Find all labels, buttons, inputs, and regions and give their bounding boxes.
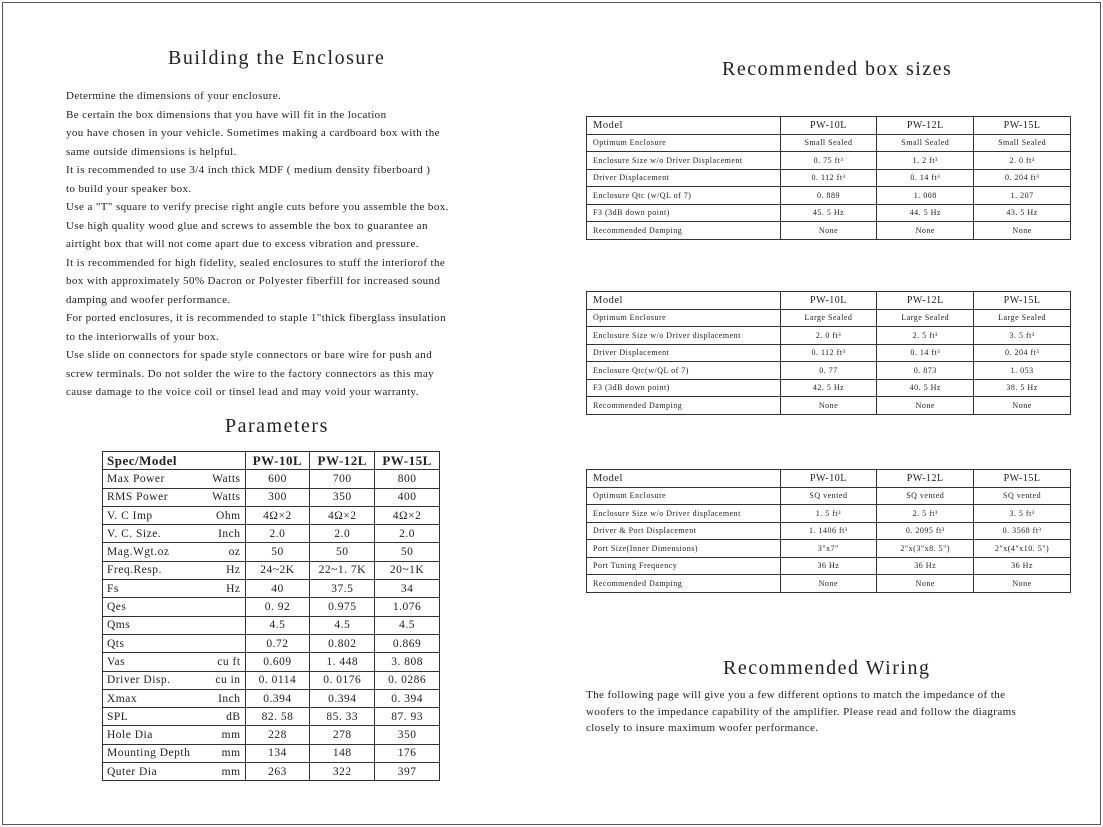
parameters-header-cell: PW-10L bbox=[245, 452, 310, 470]
spec-cell bbox=[103, 561, 246, 579]
box-table-row bbox=[587, 557, 1071, 575]
box-table-label: Port Size(Inner Dimensions) bbox=[587, 540, 781, 558]
parameter-value: 148 bbox=[310, 744, 375, 762]
box-table-value: 3. 5 ft³ bbox=[974, 327, 1071, 345]
box-table-row bbox=[587, 187, 1071, 205]
parameters-table bbox=[102, 451, 440, 781]
box-table-label: Recommended Damping bbox=[587, 575, 781, 593]
paragraph-line: to build your speaker box. bbox=[66, 182, 192, 195]
parameter-value: 4Ω×2 bbox=[245, 506, 310, 524]
box-table-value: 1. 5 ft³ bbox=[780, 505, 877, 523]
box-table-value: 2"x(4"x10. 5") bbox=[974, 540, 1071, 558]
box-table-value: 2. 0 ft³ bbox=[974, 152, 1071, 170]
wiring-text bbox=[586, 687, 1074, 737]
parameter-value: 85. 33 bbox=[310, 708, 375, 726]
paragraph-line: It is recommended to use 3/4 inch thick MDF ( medium density fiberboard ) bbox=[66, 164, 431, 176]
spec-cell bbox=[103, 708, 246, 726]
paragraph-line: to the interiorwalls of your box. bbox=[66, 330, 220, 343]
box-table-value: 2. 0 ft³ bbox=[780, 327, 877, 345]
spec-label: Qes bbox=[107, 601, 127, 614]
parameter-value: 2.0 bbox=[310, 525, 375, 543]
spec-label: Quter Dia bbox=[107, 765, 158, 778]
box-table-value: 2"x(3"x8. 5") bbox=[877, 540, 974, 558]
box-table-label: Recommended Damping bbox=[587, 397, 781, 415]
box-table-row bbox=[587, 379, 1071, 397]
parameter-value: 350 bbox=[310, 488, 375, 506]
box-table-value: None bbox=[877, 575, 974, 593]
spec-cell bbox=[103, 470, 246, 488]
box-table-header-row bbox=[587, 117, 1071, 135]
spec-unit: Ohm bbox=[216, 509, 241, 522]
box-table-label: Enclosure Size w/o Driver Displacement bbox=[587, 152, 781, 170]
spec-label: V. C Imp bbox=[107, 509, 153, 522]
parameters-row bbox=[103, 689, 440, 707]
paragraph-line: Determine the dimensions of your enclosure. bbox=[66, 90, 282, 102]
paragraph-line: Use slide on connectors for spade style connectors or bare wire for push and bbox=[66, 349, 433, 361]
box-table-value: None bbox=[974, 222, 1071, 240]
parameter-value: 397 bbox=[375, 763, 440, 781]
box-table-value: 0. 204 ft³ bbox=[974, 344, 1071, 362]
box-table-value: SQ vented bbox=[780, 487, 877, 505]
parameter-value: 50 bbox=[375, 543, 440, 561]
box-table-label: Enclosure Size w/o Driver displacement bbox=[587, 505, 781, 523]
spec-unit: Watts bbox=[212, 472, 241, 485]
spec-label: Qms bbox=[107, 619, 131, 632]
spec-cell bbox=[103, 653, 246, 671]
spec-unit: Hz bbox=[226, 564, 241, 577]
box-table-row bbox=[587, 309, 1071, 327]
spec-cell bbox=[103, 506, 246, 524]
wiring-heading: Recommended Wiring bbox=[723, 657, 931, 679]
box-table-sq-vented bbox=[586, 469, 1071, 593]
box-table-header-cell: Model bbox=[587, 292, 781, 310]
parameter-value: 34 bbox=[375, 580, 440, 598]
parameters-header-cell: Spec/Model bbox=[103, 452, 246, 470]
box-table-label: Optimum Enclosure bbox=[587, 487, 781, 505]
parameters-row bbox=[103, 525, 440, 543]
parameter-value: 22~1. 7K bbox=[310, 561, 375, 579]
spec-unit: mm bbox=[221, 729, 241, 742]
box-table-value: 38. 5 Hz bbox=[974, 379, 1071, 397]
box-table-header-cell: PW-12L bbox=[877, 470, 974, 488]
spec-cell bbox=[103, 689, 246, 707]
spec-cell bbox=[103, 525, 246, 543]
spec-label: Max Power bbox=[107, 472, 165, 485]
box-table-small-sealed bbox=[586, 116, 1071, 240]
parameter-value: 263 bbox=[245, 763, 310, 781]
box-table-value: 0. 2095 ft³ bbox=[877, 522, 974, 540]
box-table-value: 1. 053 bbox=[974, 362, 1071, 380]
box-table-header-cell: PW-12L bbox=[877, 117, 974, 135]
parameters-header-cell: PW-15L bbox=[375, 452, 440, 470]
box-table-value: Large Sealed bbox=[877, 309, 974, 327]
parameter-value: 300 bbox=[245, 488, 310, 506]
parameters-header-cell: PW-12L bbox=[310, 452, 375, 470]
box-table-value: 0. 3568 ft³ bbox=[974, 522, 1071, 540]
box-table-value: None bbox=[974, 575, 1071, 593]
wiring-line: The following page will give you a few different options to match the impedance of the bbox=[586, 689, 1006, 701]
box-table-row bbox=[587, 487, 1071, 505]
box-table-value: 3"x7" bbox=[780, 540, 877, 558]
spec-label: SPL bbox=[107, 710, 129, 723]
spec-label: V. C. Size. bbox=[107, 527, 162, 540]
parameter-value: 0.975 bbox=[310, 598, 375, 616]
box-table-value: 2. 5 ft³ bbox=[877, 505, 974, 523]
box-table-value: 40. 5 Hz bbox=[877, 379, 974, 397]
box-table-value: 0. 14 ft³ bbox=[877, 169, 974, 187]
box-table-label: Driver & Port Displacement bbox=[587, 522, 781, 540]
parameter-value: 278 bbox=[310, 726, 375, 744]
parameter-value: 0.394 bbox=[245, 689, 310, 707]
box-table-row bbox=[587, 169, 1071, 187]
box-table-value: 1. 2 ft³ bbox=[877, 152, 974, 170]
box-table-value: 45. 5 Hz bbox=[780, 204, 877, 222]
box-table-value: 3. 5 ft³ bbox=[974, 505, 1071, 523]
box-table-value: 36 Hz bbox=[877, 557, 974, 575]
parameters-row bbox=[103, 543, 440, 561]
box-sizes-heading: Recommended box sizes bbox=[722, 58, 953, 80]
parameter-value: 176 bbox=[375, 744, 440, 762]
box-table-header-row bbox=[587, 470, 1071, 488]
box-table-value: 44. 5 Hz bbox=[877, 204, 974, 222]
parameters-row bbox=[103, 744, 440, 762]
box-table-value: 0. 75 ft³ bbox=[780, 152, 877, 170]
parameter-value: 600 bbox=[245, 470, 310, 488]
wiring-line: woofers to the impedance capability of the amplifier. Please read and follow the diagrams bbox=[586, 705, 1017, 718]
parameters-header-row bbox=[103, 452, 440, 470]
box-table-row bbox=[587, 575, 1071, 593]
box-table-row bbox=[587, 522, 1071, 540]
paragraph-line: It is recommended for high fidelity, sealed enclosures to stuff the interiorof the bbox=[66, 256, 446, 269]
box-table-row bbox=[587, 134, 1071, 152]
parameter-value: 4Ω×2 bbox=[375, 506, 440, 524]
parameter-value: 400 bbox=[375, 488, 440, 506]
spec-unit: dB bbox=[226, 710, 241, 723]
parameter-value: 0.72 bbox=[245, 634, 310, 652]
parameter-value: 40 bbox=[245, 580, 310, 598]
box-table-value: None bbox=[974, 397, 1071, 415]
parameter-value: 4Ω×2 bbox=[310, 506, 375, 524]
box-table-value: 0. 889 bbox=[780, 187, 877, 205]
spec-cell bbox=[103, 671, 246, 689]
spec-cell bbox=[103, 598, 246, 616]
spec-unit: oz bbox=[228, 546, 241, 559]
box-table-header-row bbox=[587, 292, 1071, 310]
spec-unit: Hz bbox=[226, 582, 241, 595]
paragraph-line: damping and woofer performance. bbox=[66, 293, 231, 306]
parameter-value: 134 bbox=[245, 744, 310, 762]
box-table-value: 0. 873 bbox=[877, 362, 974, 380]
parameter-value: 228 bbox=[245, 726, 310, 744]
box-table-large-sealed bbox=[586, 291, 1071, 415]
paragraph-line: For ported enclosures, it is recommended to staple 1"thick fiberglass insulation bbox=[66, 312, 446, 324]
enclosure-heading: Building the Enclosure bbox=[168, 47, 386, 69]
spec-unit: mm bbox=[221, 747, 241, 760]
spec-label: Xmax bbox=[107, 692, 138, 705]
paragraph-line: you have chosen in your vehicle. Sometimes making a cardboard box with the bbox=[66, 127, 440, 139]
box-table-value: Small Sealed bbox=[974, 134, 1071, 152]
spec-label: Vas bbox=[107, 655, 126, 668]
box-table-value: None bbox=[780, 575, 877, 593]
spec-unit: Inch bbox=[218, 692, 241, 705]
box-table-value: 2. 5 ft³ bbox=[877, 327, 974, 345]
parameter-value: 1. 448 bbox=[310, 653, 375, 671]
spec-label: Mounting Depth bbox=[107, 747, 191, 760]
box-table-header-cell: Model bbox=[587, 117, 781, 135]
box-table-header-cell: PW-10L bbox=[780, 470, 877, 488]
parameter-value: 700 bbox=[310, 470, 375, 488]
parameters-row bbox=[103, 708, 440, 726]
parameter-value: 0.609 bbox=[245, 653, 310, 671]
box-table-label: Enclosure Qtc (w/QL of 7) bbox=[587, 187, 781, 205]
parameters-row bbox=[103, 763, 440, 781]
box-table-value: None bbox=[877, 222, 974, 240]
paragraph-line: cause damage to the voice coil or tinsel lead and may void your warranty. bbox=[66, 386, 419, 398]
paragraph-line: airtight box that will not come apart due to excess vibration and pressure. bbox=[66, 238, 419, 250]
box-table-value: 0. 112 ft³ bbox=[780, 344, 877, 362]
box-table-value: 0. 14 ft³ bbox=[877, 344, 974, 362]
parameter-value: 50 bbox=[245, 543, 310, 561]
parameters-row bbox=[103, 506, 440, 524]
parameter-value: 350 bbox=[375, 726, 440, 744]
wiring-line: closely to insure maximum woofer performance. bbox=[586, 722, 819, 734]
box-table-header-cell: PW-15L bbox=[974, 117, 1071, 135]
box-table-row bbox=[587, 397, 1071, 415]
box-table-row bbox=[587, 344, 1071, 362]
spec-label: Fs bbox=[107, 582, 119, 595]
parameters-row bbox=[103, 488, 440, 506]
box-table-value: 1. 1406 ft³ bbox=[780, 522, 877, 540]
spec-unit: mm bbox=[221, 765, 241, 778]
box-table-label: Enclosure Qtc(w/QL of 7) bbox=[587, 362, 781, 380]
parameter-value: 0. 92 bbox=[245, 598, 310, 616]
box-table-row bbox=[587, 204, 1071, 222]
spec-unit: Inch bbox=[218, 527, 241, 540]
box-table-header-cell: PW-10L bbox=[780, 117, 877, 135]
spec-cell bbox=[103, 580, 246, 598]
spec-cell bbox=[103, 726, 246, 744]
box-table-label: F3 (3dB down point) bbox=[587, 379, 781, 397]
box-table-value: 0. 204 ft³ bbox=[974, 169, 1071, 187]
parameter-value: 3. 808 bbox=[375, 653, 440, 671]
spec-label: Freq.Resp. bbox=[107, 564, 162, 577]
spec-label: Driver Disp. bbox=[107, 674, 171, 687]
box-table-value: None bbox=[780, 397, 877, 415]
parameter-value: 1.076 bbox=[375, 598, 440, 616]
box-table-label: Optimum Enclosure bbox=[587, 309, 781, 327]
spec-cell bbox=[103, 488, 246, 506]
box-table-row bbox=[587, 505, 1071, 523]
parameter-value: 322 bbox=[310, 763, 375, 781]
box-table-value: 0. 112 ft³ bbox=[780, 169, 877, 187]
parameter-value: 50 bbox=[310, 543, 375, 561]
box-table-value: None bbox=[780, 222, 877, 240]
parameters-row bbox=[103, 634, 440, 652]
parameter-value: 0. 394 bbox=[375, 689, 440, 707]
box-table-row bbox=[587, 362, 1071, 380]
parameters-row bbox=[103, 561, 440, 579]
parameter-value: 0. 0286 bbox=[375, 671, 440, 689]
parameters-heading: Parameters bbox=[225, 415, 329, 437]
box-table-header-cell: PW-12L bbox=[877, 292, 974, 310]
box-table-row bbox=[587, 540, 1071, 558]
spec-cell bbox=[103, 634, 246, 652]
box-table-row bbox=[587, 222, 1071, 240]
box-table-header-cell: Model bbox=[587, 470, 781, 488]
box-table-label: Recommended Damping bbox=[587, 222, 781, 240]
paragraph-line: Be certain the box dimensions that you have will fit in the location bbox=[66, 108, 387, 121]
box-table-label: Driver Displacement bbox=[587, 344, 781, 362]
box-table-header-cell: PW-10L bbox=[780, 292, 877, 310]
spec-cell bbox=[103, 744, 246, 762]
parameter-value: 87. 93 bbox=[375, 708, 440, 726]
box-table-value: 43. 5 Hz bbox=[974, 204, 1071, 222]
parameters-row bbox=[103, 653, 440, 671]
box-table-row bbox=[587, 327, 1071, 345]
box-table-header-cell: PW-15L bbox=[974, 470, 1071, 488]
box-table-value: Large Sealed bbox=[780, 309, 877, 327]
spec-unit: Watts bbox=[212, 491, 241, 504]
parameter-value: 0. 0176 bbox=[310, 671, 375, 689]
box-table-header-cell: PW-15L bbox=[974, 292, 1071, 310]
parameters-row bbox=[103, 470, 440, 488]
spec-label: RMS Power bbox=[107, 491, 169, 504]
parameter-value: 82. 58 bbox=[245, 708, 310, 726]
parameter-value: 4.5 bbox=[310, 616, 375, 634]
paragraph-line: box with approximately 50% Dacron or Polyester fiberfill for increased sound bbox=[66, 275, 441, 287]
box-table-label: Enclosure Size w/o Driver displacement bbox=[587, 327, 781, 345]
box-table-value: SQ vented bbox=[877, 487, 974, 505]
parameter-value: 2.0 bbox=[375, 525, 440, 543]
paragraph-line: Use high quality wood glue and screws to assemble the box to guarantee an bbox=[66, 219, 428, 232]
spec-unit: cu ft bbox=[217, 655, 241, 668]
box-table-label: F3 (3dB down point) bbox=[587, 204, 781, 222]
parameter-value: 20~1K bbox=[375, 561, 440, 579]
parameter-value: 4.5 bbox=[245, 616, 310, 634]
box-table-value: 0. 77 bbox=[780, 362, 877, 380]
parameter-value: 0.394 bbox=[310, 689, 375, 707]
box-table-value: Large Sealed bbox=[974, 309, 1071, 327]
box-table-label: Driver Displacement bbox=[587, 169, 781, 187]
spec-label: Qts bbox=[107, 637, 125, 650]
spec-cell bbox=[103, 763, 246, 781]
parameters-row bbox=[103, 580, 440, 598]
paragraph-line: screw terminals. Do not solder the wire to the factory connectors as this may bbox=[66, 367, 435, 380]
paragraph-line: same outside dimensions is helpful. bbox=[66, 145, 237, 158]
parameter-value: 800 bbox=[375, 470, 440, 488]
spec-cell bbox=[103, 616, 246, 634]
box-table-value: Small Sealed bbox=[877, 134, 974, 152]
box-table-value: 36 Hz bbox=[780, 557, 877, 575]
box-table-label: Optimum Enclosure bbox=[587, 134, 781, 152]
box-table-value: None bbox=[877, 397, 974, 415]
parameter-value: 24~2K bbox=[245, 561, 310, 579]
parameter-value: 0.869 bbox=[375, 634, 440, 652]
parameters-row bbox=[103, 616, 440, 634]
parameter-value: 2.0 bbox=[245, 525, 310, 543]
box-table-value: 1. 207 bbox=[974, 187, 1071, 205]
parameter-value: 37.5 bbox=[310, 580, 375, 598]
box-table-value: Small Sealed bbox=[780, 134, 877, 152]
parameters-row bbox=[103, 671, 440, 689]
parameter-value: 0.802 bbox=[310, 634, 375, 652]
spec-label: Hole Dia bbox=[107, 729, 153, 742]
box-table-value: 42. 5 Hz bbox=[780, 379, 877, 397]
paragraph-line: Use a "T" square to verify precise right angle cuts before you assemble the box. bbox=[66, 201, 449, 213]
box-table-value: 1. 008 bbox=[877, 187, 974, 205]
box-table-value: SQ vented bbox=[974, 487, 1071, 505]
parameter-value: 0. 0114 bbox=[245, 671, 310, 689]
parameter-value: 4.5 bbox=[375, 616, 440, 634]
spec-cell bbox=[103, 543, 246, 561]
box-table-label: Port Tuning Frequency bbox=[587, 557, 781, 575]
box-table-value: 36 Hz bbox=[974, 557, 1071, 575]
spec-unit: cu in bbox=[215, 674, 241, 687]
parameters-row bbox=[103, 726, 440, 744]
parameters-row bbox=[103, 598, 440, 616]
enclosure-instructions bbox=[66, 87, 496, 402]
box-table-row bbox=[587, 152, 1071, 170]
spec-label: Mag.Wgt.oz bbox=[107, 546, 170, 559]
